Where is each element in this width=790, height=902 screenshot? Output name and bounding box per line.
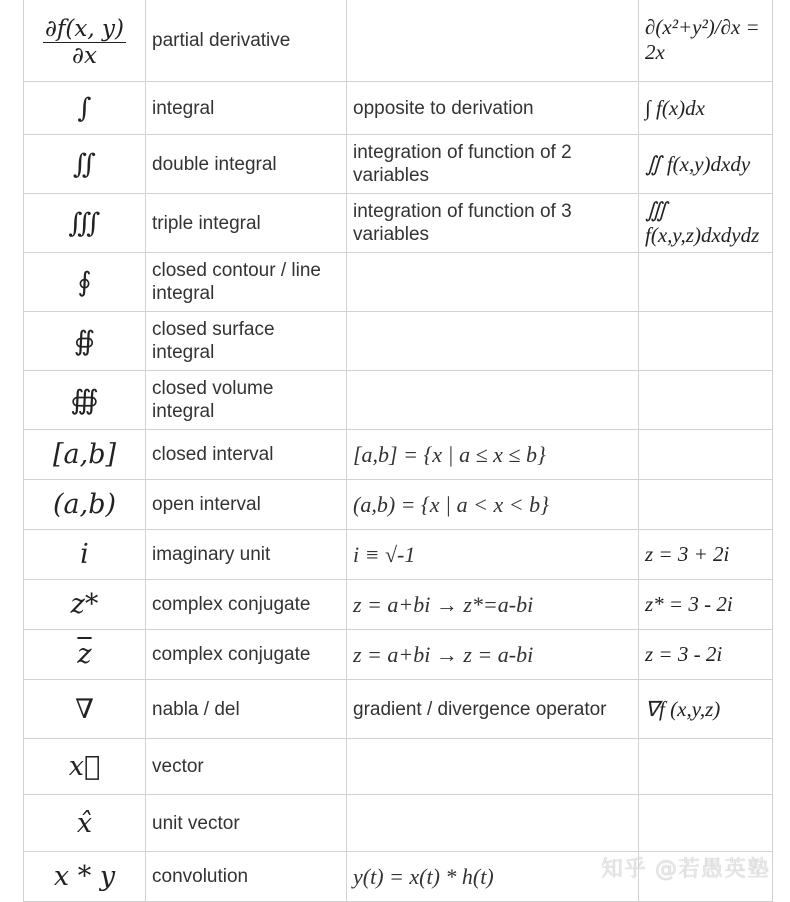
fraction-numerator: ∂f(x, y)	[45, 15, 124, 42]
example-cell	[639, 253, 773, 312]
partial-derivative-symbol	[43, 16, 126, 69]
name-cell: complex conjugate	[146, 580, 347, 630]
meaning-cell	[347, 312, 639, 371]
meaning-cell	[347, 0, 639, 82]
example-cell	[639, 795, 773, 852]
symbol-cell: z*	[24, 580, 146, 630]
math-symbols-table	[23, 0, 773, 902]
table-row	[24, 430, 773, 480]
meaning-cell: i ≡ √-1	[347, 530, 639, 580]
table-row	[24, 480, 773, 530]
table-row	[24, 739, 773, 795]
meaning-cell	[347, 253, 639, 312]
example-cell: ∂(x²+y²)/∂x = 2x	[639, 0, 773, 82]
convolution-link[interactable]: convolution	[146, 852, 347, 902]
table-row	[24, 312, 773, 371]
name-cell: closed volume integral	[146, 371, 347, 430]
name-cell: imaginary unit	[146, 530, 347, 580]
table-row	[24, 82, 773, 135]
symbol-cell: [a,b]	[24, 430, 146, 480]
name-cell: double integral	[146, 135, 347, 194]
example-cell: ∇f (x,y,z)	[639, 680, 773, 739]
meaning-cell	[347, 795, 639, 852]
example-cell: ∫ f(x)dx	[639, 82, 773, 135]
zhihu-watermark: 知乎 @若愚英塾	[601, 857, 770, 882]
integral-link[interactable]: integral	[146, 82, 347, 135]
example-cell	[639, 312, 773, 371]
name-cell: closed surface integral	[146, 312, 347, 371]
table-row	[24, 680, 773, 739]
table-row	[24, 194, 773, 253]
fraction-denominator: ∂x	[72, 42, 97, 69]
symbol-cell: x̂	[24, 795, 146, 852]
name-cell: vector	[146, 739, 347, 795]
example-cell	[639, 739, 773, 795]
meaning-cell	[347, 371, 639, 430]
name-cell: partial derivative	[146, 0, 347, 82]
example-cell	[639, 480, 773, 530]
symbol-cell: ∭	[24, 194, 146, 253]
example-cell: ∬ f(x,y)dxdy	[639, 135, 773, 194]
example-cell: z = 3 + 2i	[639, 530, 773, 580]
table-row	[24, 580, 773, 630]
meaning-cell: integration of function of 2 variables	[347, 135, 639, 194]
name-cell: open interval	[146, 480, 347, 530]
example-cell	[639, 430, 773, 480]
symbol-cell: ∬	[24, 135, 146, 194]
meaning-cell: z = a+bi → z = a-bi	[347, 630, 639, 680]
symbol-cell	[24, 630, 146, 680]
name-cell: unit vector	[146, 795, 347, 852]
name-cell: closed interval	[146, 430, 347, 480]
table-row	[24, 253, 773, 312]
symbol-cell: i	[24, 530, 146, 580]
meaning-cell: [a,b] = {x | a ≤ x ≤ b}	[347, 430, 639, 480]
symbol-cell: x * y	[24, 852, 146, 902]
example-cell	[639, 371, 773, 430]
name-cell: triple integral	[146, 194, 347, 253]
symbol-cell: ∯	[24, 312, 146, 371]
table-row	[24, 530, 773, 580]
example-cell: z = 3 - 2i	[639, 630, 773, 680]
meaning-cell: z = a+bi → z*=a-bi	[347, 580, 639, 630]
symbol-cell: (a,b)	[24, 480, 146, 530]
table-row	[24, 135, 773, 194]
symbol-cell: ∮	[24, 253, 146, 312]
conjugate-bar-symbol: $\overline{z}$	[77, 639, 92, 670]
example-cell: ∭ f(x,y,z)dxdydz	[639, 194, 773, 253]
table-row	[24, 0, 773, 82]
meaning-cell: gradient / divergence operator	[347, 680, 639, 739]
table-row	[24, 371, 773, 430]
symbol-cell: x⃗	[24, 739, 146, 795]
name-cell: complex conjugate	[146, 630, 347, 680]
symbol-cell: ∰	[24, 371, 146, 430]
name-cell: closed contour / line integral	[146, 253, 347, 312]
table-row	[24, 630, 773, 680]
symbol-cell: ∇	[24, 680, 146, 739]
meaning-cell: opposite to derivation	[347, 82, 639, 135]
meaning-cell: (a,b) = {x | a < x < b}	[347, 480, 639, 530]
symbol-cell: ∫	[24, 82, 146, 135]
meaning-cell: y(t) = x(t) * h(t)	[347, 852, 639, 902]
example-cell: z* = 3 - 2i	[639, 580, 773, 630]
meaning-cell	[347, 739, 639, 795]
meaning-cell: integration of function of 3 variables	[347, 194, 639, 253]
name-cell: nabla / del	[146, 680, 347, 739]
symbol-cell	[24, 0, 146, 82]
table-row	[24, 795, 773, 852]
